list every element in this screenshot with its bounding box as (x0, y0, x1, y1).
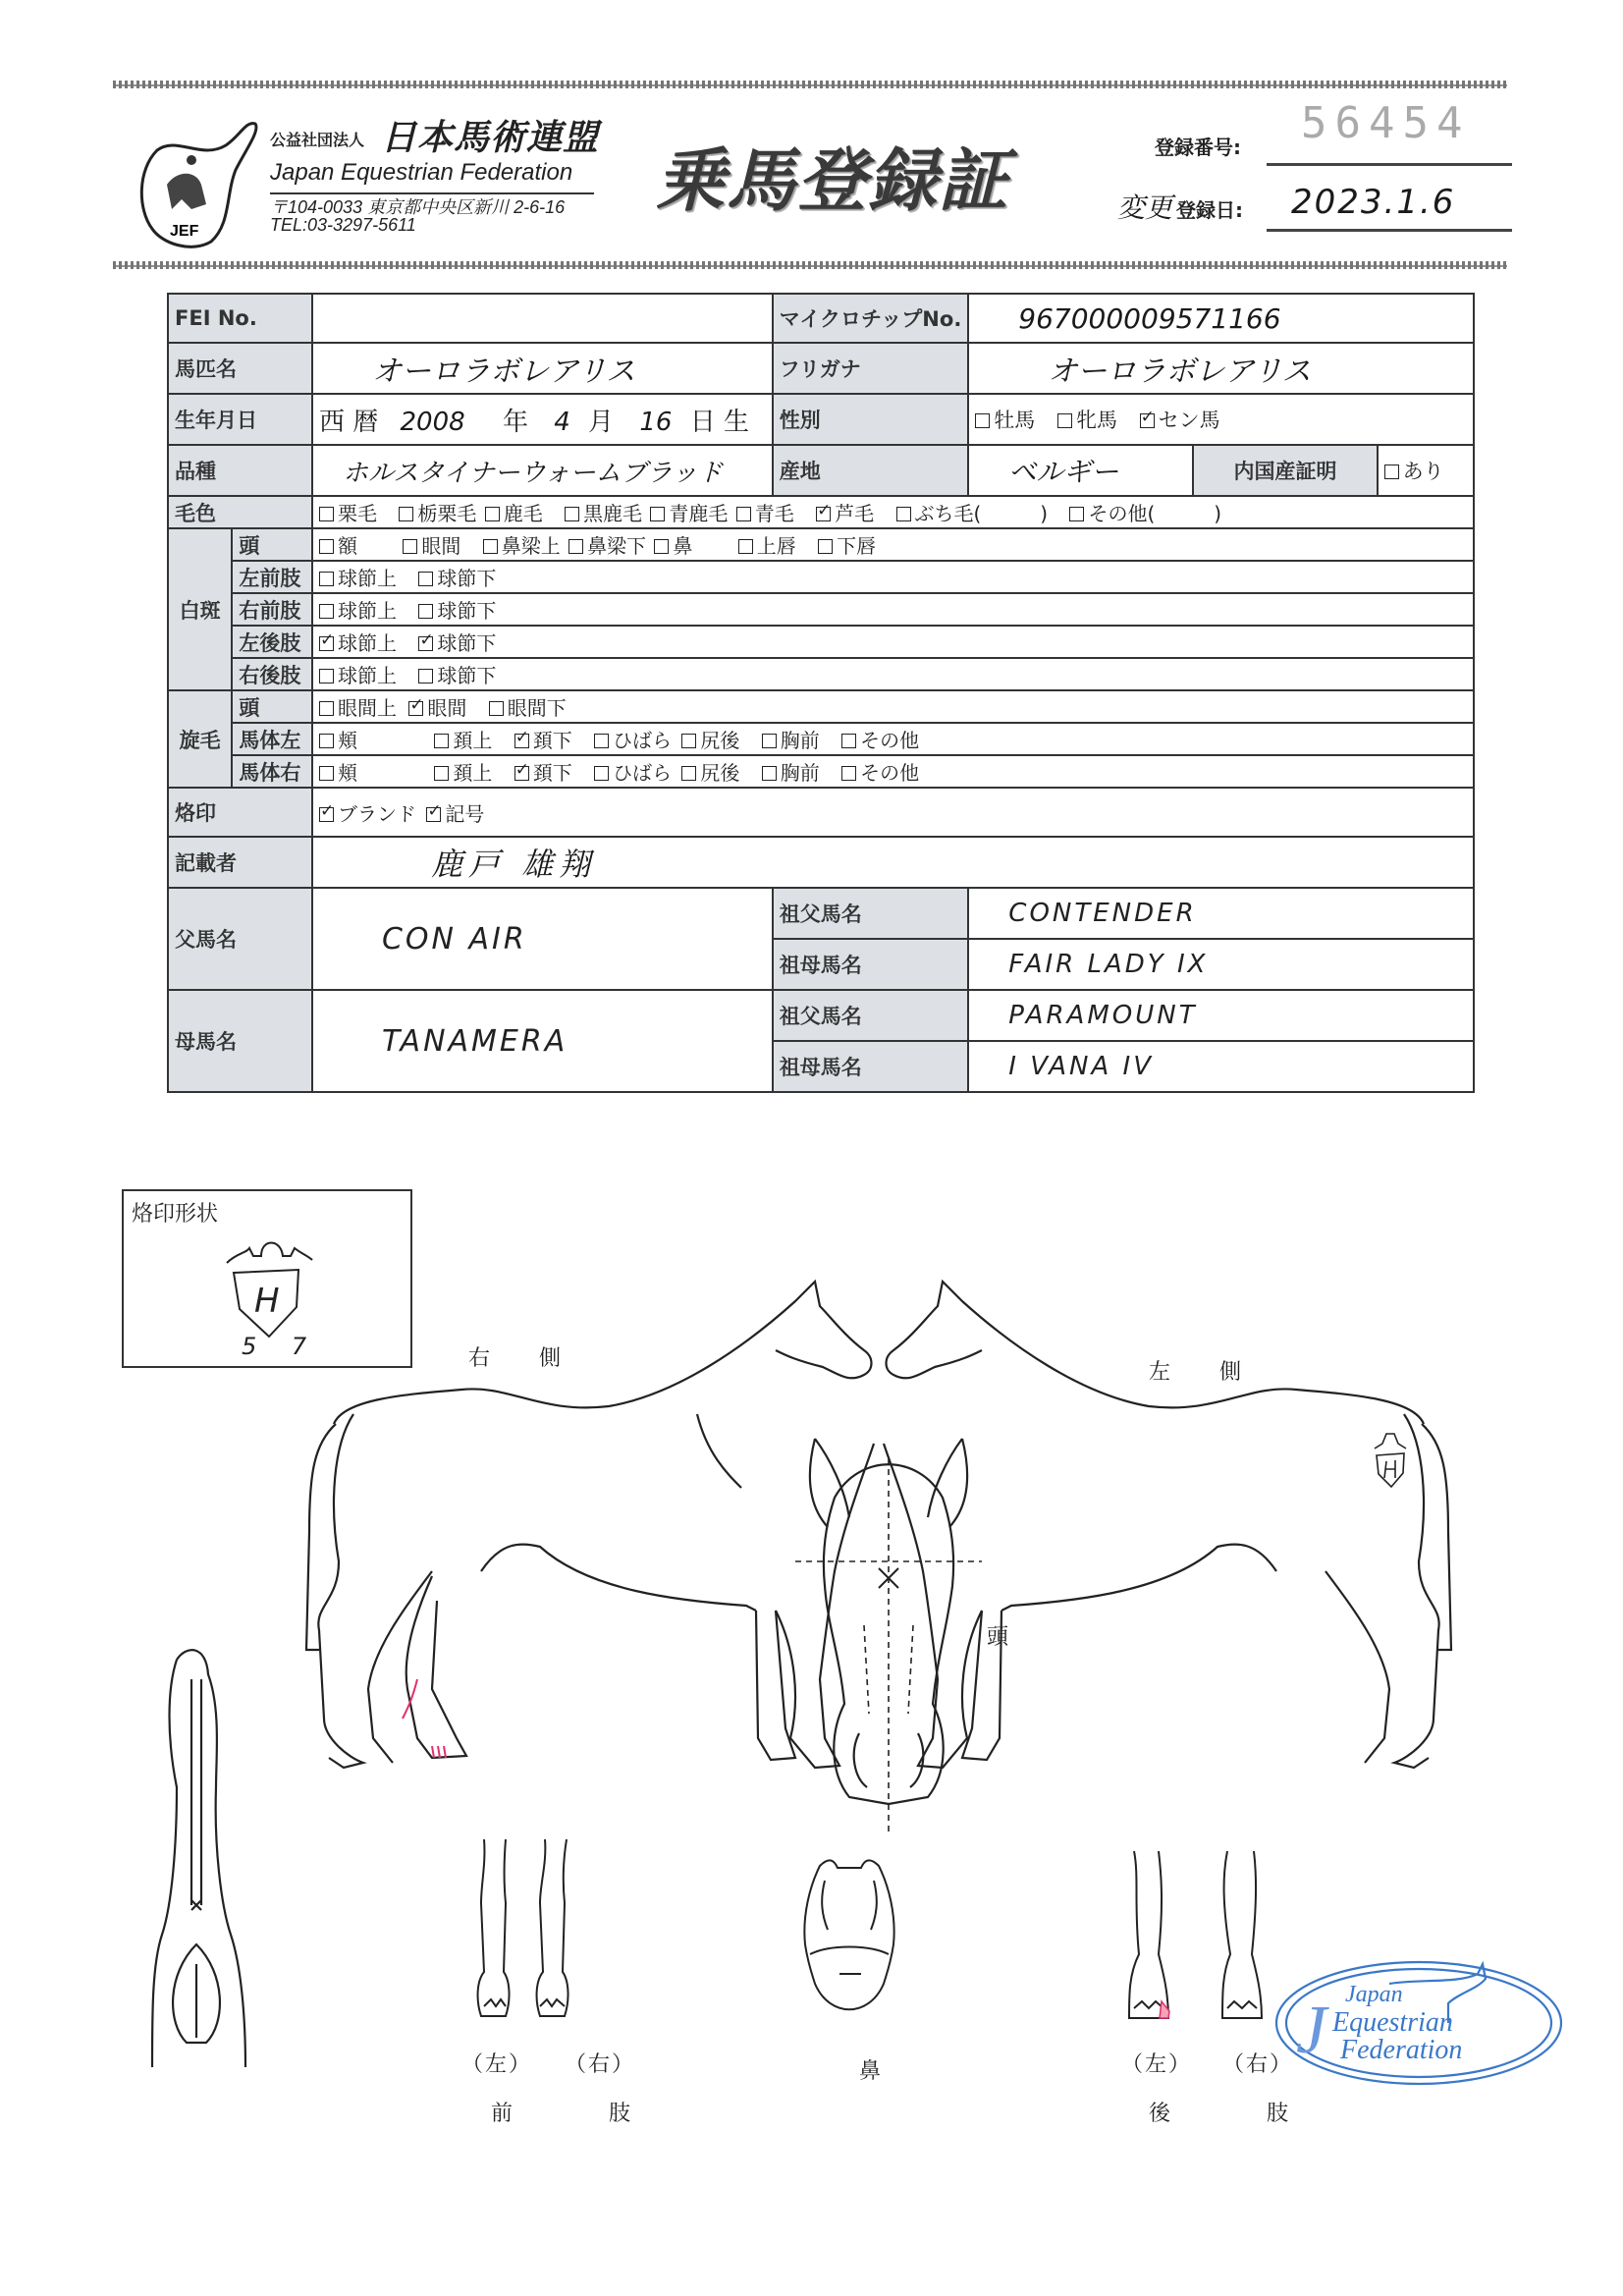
checkbox-icon[interactable] (319, 734, 334, 748)
registration-form-table (167, 293, 1475, 1093)
coat-color-label: 毛色 (168, 496, 312, 528)
brand-label: 烙印 (168, 788, 312, 837)
white-lh-options (312, 626, 1474, 658)
checkbox-icon[interactable] (319, 507, 334, 521)
option-label: その他( ) (1088, 502, 1222, 525)
granddam-label: 祖母馬名 (773, 1041, 969, 1092)
checkbox-icon[interactable] (594, 766, 609, 781)
sire-label: 父馬名 (168, 888, 312, 990)
checkbox-icon[interactable] (738, 539, 753, 554)
checkbox-icon[interactable] (418, 604, 433, 619)
option-label: 青鹿毛 (669, 502, 729, 525)
option-lower-lip[interactable] (818, 534, 876, 558)
granddam-label: 祖母馬名 (773, 939, 969, 990)
option-label: 尻後 (700, 729, 740, 752)
horse-name-label: 馬匹名 (168, 343, 312, 394)
option-label: ブランド (337, 801, 416, 826)
birth-day: 16 (639, 407, 673, 437)
checkbox-icon[interactable] (319, 604, 334, 619)
option-below-fetlock[interactable] (418, 631, 496, 655)
option-between-eyes[interactable] (408, 696, 466, 720)
option-above-fetlock[interactable] (319, 664, 397, 687)
option-label: 球節上 (337, 599, 397, 623)
option-label: 上唇 (756, 534, 796, 558)
option-label: 牡馬 (994, 409, 1036, 432)
brand-mark-on-hip-icon (1375, 1434, 1406, 1487)
right-side-label: 右 側 (468, 1346, 564, 1371)
option-label: 球節上 (337, 664, 397, 687)
checkbox-icon[interactable] (568, 539, 583, 554)
option-lower-neck[interactable] (514, 761, 572, 785)
checkbox-icon[interactable] (681, 734, 696, 748)
option-flank[interactable] (594, 761, 672, 785)
option-label: 球節下 (437, 664, 497, 687)
checkbox-icon[interactable] (319, 539, 334, 554)
option-flank[interactable] (594, 729, 672, 752)
option-upper-lip[interactable] (738, 534, 796, 558)
option-label: 眼間 (421, 534, 461, 558)
option-chest[interactable] (762, 761, 820, 785)
sex-option-stallion[interactable] (975, 409, 1035, 432)
sex-label: 性別 (773, 394, 969, 445)
checkbox-icon[interactable] (434, 734, 449, 748)
checkbox-icon[interactable] (650, 507, 665, 521)
org-type: 公益社団法人 (270, 131, 365, 149)
checkbox-icon[interactable] (841, 766, 856, 781)
sex-option-gelding[interactable] (1140, 409, 1220, 432)
checkbox-icon[interactable] (681, 766, 696, 781)
front-legs-caption: 前 肢 (491, 2102, 639, 2126)
stamp-text-equestrian: Equestrian (1332, 2007, 1453, 2038)
option-label: その他 (860, 729, 920, 752)
hind-legs-caption: 後 肢 (1149, 2102, 1297, 2126)
svg-text:J: J (1296, 1993, 1327, 2068)
checkbox-icon[interactable] (594, 734, 609, 748)
option-label: 眼間下 (507, 696, 567, 720)
white-lf-label: 左前肢 (232, 561, 312, 593)
option-nose[interactable] (654, 534, 692, 558)
org-tel: TEL:03-3297-5611 (270, 215, 416, 235)
breed-field[interactable]: ホルスタイナーウォームブラッド (312, 445, 773, 496)
white-lh-label: 左後肢 (232, 626, 312, 658)
brand-letter: H (254, 1282, 280, 1321)
birth-day-unit: 日 生 (689, 407, 749, 437)
header-bottom-rule (113, 261, 1507, 269)
jef-logo-icon (133, 116, 260, 253)
coat-option-other[interactable] (1069, 502, 1221, 525)
hind-legs-diagram (1124, 1846, 1271, 2033)
option-other[interactable] (841, 729, 919, 752)
option-label: 牝馬 (1075, 409, 1117, 432)
option-above-eyes[interactable] (319, 696, 397, 720)
fei-no-field[interactable] (312, 294, 773, 343)
option-chest[interactable] (762, 729, 820, 752)
sex-options (968, 394, 1474, 445)
brand-shape-label: 烙印形状 (132, 1202, 219, 1227)
white-rf-label: 右前肢 (232, 593, 312, 626)
furigana-label: フリガナ (773, 343, 969, 394)
option-label: 頚下 (532, 729, 572, 752)
option-lower-neck[interactable] (514, 729, 572, 752)
front-legs-diagram (476, 1834, 614, 2031)
option-label: 鼻 (673, 534, 693, 558)
domestic-cert-label: 内国産証明 (1193, 445, 1377, 496)
grandsire-label: 祖父馬名 (773, 990, 969, 1041)
coat-option-dark-bay[interactable] (565, 502, 642, 525)
checkbox-icon[interactable] (1057, 413, 1072, 428)
checkbox-icon[interactable] (319, 766, 334, 781)
checkbox-icon[interactable] (483, 539, 498, 554)
birth-field[interactable] (312, 394, 773, 445)
sex-option-mare[interactable] (1057, 409, 1117, 432)
option-label: 鹿毛 (503, 502, 543, 525)
nose-diagram (800, 1856, 898, 2023)
coat-option-pinto[interactable] (896, 502, 1049, 525)
option-label: その他 (860, 761, 920, 785)
coat-option-dark-chestnut[interactable] (399, 502, 476, 525)
whorl-left-label: 馬体左 (232, 723, 312, 755)
option-between-eyes[interactable] (403, 534, 460, 558)
microchip-field[interactable]: 967000009571166 (968, 294, 1474, 343)
coat-option-brown[interactable] (650, 502, 728, 525)
dam-field[interactable]: TANAMERA (312, 990, 773, 1092)
birth-era: 西 暦 (318, 407, 379, 437)
coat-option-bay[interactable] (485, 502, 543, 525)
front-left-label: （左） (461, 2052, 533, 2077)
checkbox-checked-icon[interactable] (514, 766, 529, 781)
microchip-label: マイクロチップNo. (773, 294, 969, 343)
option-label: 頬 (337, 761, 357, 785)
white-head-options (312, 528, 1474, 561)
front-right-label: （右） (565, 2052, 636, 2077)
option-label: 頚上 (453, 761, 493, 785)
option-rump[interactable] (681, 729, 739, 752)
option-label: 栗毛 (337, 502, 377, 525)
breed-label: 品種 (168, 445, 312, 496)
option-above-fetlock[interactable] (319, 567, 397, 590)
white-rh-options (312, 658, 1474, 690)
checkbox-icon[interactable] (975, 413, 990, 428)
checkbox-icon[interactable] (654, 539, 669, 554)
reg-date-value: 2023.1.6 (1291, 183, 1456, 222)
checkbox-icon[interactable] (418, 572, 433, 586)
option-label: 球節上 (337, 631, 397, 655)
birth-month-unit: 月 (588, 407, 615, 437)
option-forehead[interactable] (319, 534, 357, 558)
option-symbol[interactable] (426, 802, 484, 826)
option-upper-neck[interactable] (434, 729, 492, 752)
reg-date-underline (1267, 229, 1512, 232)
whorls-label: 旋毛 (168, 690, 232, 788)
brand-numbers: 5 7 (242, 1333, 321, 1360)
checkbox-icon[interactable] (399, 507, 413, 521)
option-label: 胸前 (780, 761, 820, 785)
option-label: ひばら (613, 729, 673, 752)
sire-granddam-field[interactable]: FAIR LADY IX (968, 939, 1474, 990)
option-label: 頬 (337, 729, 357, 752)
birth-year-unit: 年 (502, 407, 528, 437)
checkbox-icon[interactable] (736, 507, 751, 521)
dam-grandsire-field[interactable]: PARAMOUNT (968, 990, 1474, 1041)
jef-official-stamp-icon (1271, 1954, 1566, 2092)
hind-right-label: （右） (1222, 2052, 1294, 2077)
checkbox-icon[interactable] (489, 701, 504, 716)
furigana-field[interactable]: オーロラボレアリス (968, 343, 1474, 394)
whorl-right-options (312, 755, 1474, 788)
checkbox-icon[interactable] (485, 507, 500, 521)
option-label: セン馬 (1158, 409, 1220, 432)
org-name-en: Japan Equestrian Federation (270, 159, 573, 186)
option-label: 眼間上 (337, 696, 397, 720)
white-head-label: 頭 (232, 528, 312, 561)
stamp-text-japan: Japan (1345, 1982, 1403, 2007)
option-label: 胸前 (780, 729, 820, 752)
option-other[interactable] (841, 761, 919, 785)
checkbox-icon[interactable] (762, 734, 777, 748)
reg-no-underline (1267, 163, 1512, 166)
option-label: 鼻梁上 (501, 534, 561, 558)
checkbox-checked-icon[interactable] (408, 701, 423, 716)
option-above-fetlock[interactable] (319, 599, 397, 623)
checkbox-icon[interactable] (565, 507, 579, 521)
white-markings-label: 白斑 (168, 528, 232, 690)
logo-text: JEF (170, 223, 199, 240)
option-label: 栃栗毛 (417, 502, 477, 525)
option-label: 頚上 (453, 729, 493, 752)
coat-option-chestnut[interactable] (319, 502, 377, 525)
option-label: 鼻梁下 (587, 534, 647, 558)
option-label: 黒鹿毛 (583, 502, 643, 525)
top-border-rule (113, 81, 1507, 88)
brand-options (312, 788, 1474, 837)
option-label: 球節上 (337, 567, 397, 590)
sire-grandsire-field[interactable]: CONTENDER (968, 888, 1474, 939)
checkbox-checked-icon[interactable] (319, 636, 334, 651)
nose-label: 鼻 (859, 2059, 884, 2084)
option-label: 眼間 (427, 696, 467, 720)
checkbox-icon[interactable] (1069, 507, 1084, 521)
option-below-fetlock[interactable] (418, 567, 496, 590)
option-label: 球節下 (437, 567, 497, 590)
checkbox-icon[interactable] (818, 539, 833, 554)
checkbox-icon[interactable] (762, 766, 777, 781)
option-label: ぶち毛( ) (914, 502, 1049, 525)
option-upper-neck[interactable] (434, 761, 492, 785)
dam-label: 母馬名 (168, 990, 312, 1092)
hind-left-label: （左） (1121, 2052, 1193, 2077)
reg-date-label: 登録日: (1176, 198, 1243, 222)
org-name-jp: 日本馬術連盟 (381, 118, 600, 158)
dam-granddam-field[interactable]: I VANA IV (968, 1041, 1474, 1092)
option-above-fetlock[interactable] (319, 631, 397, 655)
fei-no-label: FEI No. (168, 294, 312, 343)
recorder-field[interactable]: 鹿戸 雄翔 (312, 837, 1474, 888)
option-upper-nose-bridge[interactable] (483, 534, 561, 558)
whorl-right-label: 馬体右 (232, 755, 312, 788)
option-label: 頚下 (532, 761, 572, 785)
option-label: 額 (337, 534, 357, 558)
domestic-cert-option[interactable] (1378, 445, 1474, 496)
option-label: 球節下 (437, 631, 497, 655)
checkbox-checked-icon[interactable] (1140, 413, 1155, 428)
option-label: 青毛 (754, 502, 794, 525)
white-lf-options (312, 561, 1474, 593)
checkbox-checked-icon[interactable] (514, 734, 529, 748)
checkbox-icon[interactable] (1384, 465, 1399, 479)
birth-label: 生年月日 (168, 394, 312, 445)
head-label: 頭 (987, 1625, 1011, 1650)
option-rump[interactable] (681, 761, 739, 785)
option-label: 球節下 (437, 599, 497, 623)
checkbox-checked-icon[interactable] (319, 807, 334, 822)
option-label: 記号 (445, 801, 485, 826)
coat-color-options (312, 496, 1474, 528)
org-address: 〒104-0033 東京都中央区新川 2-6-16 (270, 197, 566, 217)
neck-top-diagram (147, 1650, 255, 2082)
head-front-diagram (790, 1419, 987, 1831)
white-rf-options (312, 593, 1474, 626)
whorl-left-options (312, 723, 1474, 755)
option-lower-nose-bridge[interactable] (568, 534, 646, 558)
reg-no-value: 56454 (1301, 98, 1471, 148)
option-brand[interactable] (319, 802, 416, 826)
checkbox-icon[interactable] (418, 669, 433, 683)
left-side-label: 左 側 (1149, 1360, 1244, 1385)
whorl-head-label: 頭 (232, 690, 312, 723)
checkbox-icon[interactable] (319, 669, 334, 683)
white-rh-label: 右後肢 (232, 658, 312, 690)
checkbox-icon[interactable] (434, 766, 449, 781)
option-below-fetlock[interactable] (418, 599, 496, 623)
checkbox-icon[interactable] (896, 507, 911, 521)
option-cheek[interactable] (319, 761, 357, 785)
coat-option-black[interactable] (736, 502, 794, 525)
birth-year: 2008 (400, 407, 465, 437)
option-cheek[interactable] (319, 729, 357, 752)
option-label: ひばら (613, 761, 673, 785)
origin-label: 産地 (773, 445, 969, 496)
checkbox-icon[interactable] (319, 572, 334, 586)
grandsire-label: 祖父馬名 (773, 888, 969, 939)
origin-field[interactable]: ベルギー (968, 445, 1193, 496)
coat-option-grey[interactable] (816, 502, 874, 525)
change-mark: 変更 (1117, 191, 1173, 224)
document-title: 乗馬登録証 (656, 140, 1009, 221)
checkbox-icon[interactable] (319, 701, 334, 716)
option-label: 芦毛 (835, 502, 875, 525)
reg-no-label: 登録番号: (1155, 136, 1241, 159)
option-below-eyes[interactable] (489, 696, 567, 720)
checkbox-icon[interactable] (841, 734, 856, 748)
horse-name-field[interactable]: オーロラボレアリス (312, 343, 773, 394)
whorl-head-options (312, 690, 1474, 723)
checkbox-checked-icon[interactable] (418, 636, 433, 651)
recorder-label: 記載者 (168, 837, 312, 888)
sire-field[interactable]: CON AIR (312, 888, 773, 990)
checkbox-icon[interactable] (403, 539, 417, 554)
org-divider (270, 192, 594, 194)
option-below-fetlock[interactable] (418, 664, 496, 687)
option-label: 尻後 (700, 761, 740, 785)
checkbox-checked-icon[interactable] (816, 507, 831, 521)
option-label: あり (1402, 460, 1444, 483)
option-label: 下唇 (837, 534, 877, 558)
stamp-text-federation: Federation (1340, 2035, 1463, 2065)
checkbox-checked-icon[interactable] (426, 807, 441, 822)
birth-month: 4 (554, 407, 570, 437)
